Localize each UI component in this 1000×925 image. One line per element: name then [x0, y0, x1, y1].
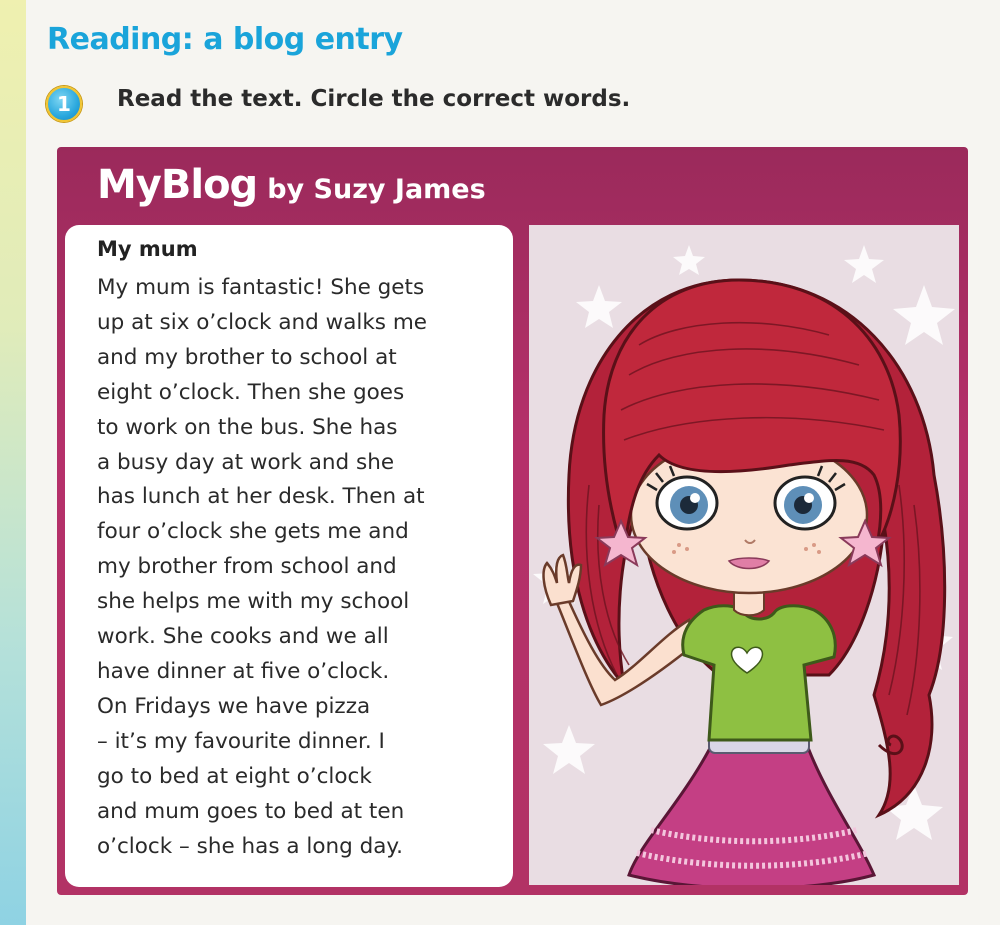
exercise-instruction: Read the text. Circle the correct words. [117, 86, 631, 112]
exercise-number-badge: 1 [46, 86, 82, 122]
post-line: and mum goes to bed at ten [97, 798, 405, 824]
post-line: On Fridays we have pizza [97, 693, 371, 719]
star-icon [844, 245, 884, 283]
post-body [97, 271, 493, 864]
blog-frame [57, 147, 968, 895]
post-line: go to bed at eight o’clock [97, 763, 372, 789]
post-line: has lunch at her desk. Then at [97, 484, 425, 510]
post-line: to work on the bus. She has [97, 414, 398, 440]
post-line: my brother from school and [97, 554, 397, 580]
post-line: work. She cooks and we all [97, 624, 389, 650]
star-icon [576, 285, 622, 328]
blog-post-panel [65, 225, 513, 887]
post-line: and my brother to school at [97, 344, 397, 370]
post-line: My mum is fantastic! She gets [97, 275, 425, 300]
star-icon [543, 725, 595, 774]
post-line: up at six o’clock and walks me [97, 309, 427, 335]
post-line: four o’clock she gets me and [97, 519, 409, 545]
girl-illustration-svg [529, 225, 959, 885]
star-icon [893, 285, 955, 345]
left-eye [657, 477, 717, 529]
blog-title [97, 162, 486, 208]
section-title: Reading: a blog entry [47, 22, 403, 57]
post-line: o’clock – she has a long day. [97, 833, 403, 859]
page-edge-strip [0, 0, 26, 925]
girl-illustration [529, 225, 959, 885]
star-icon [673, 245, 705, 275]
blog-name: MyBlog [97, 162, 258, 208]
post-line: eight o’clock. Then she goes [97, 379, 405, 405]
right-eye [775, 477, 835, 529]
post-heading: My mum [97, 237, 198, 261]
post-line: a busy day at work and she [97, 449, 395, 475]
post-line: – it’s my favourite dinner. I [97, 728, 385, 754]
post-line: she helps me with my school [97, 589, 410, 615]
post-line: have dinner at five o’clock. [97, 658, 390, 684]
blog-byline: by Suzy James [267, 174, 486, 205]
